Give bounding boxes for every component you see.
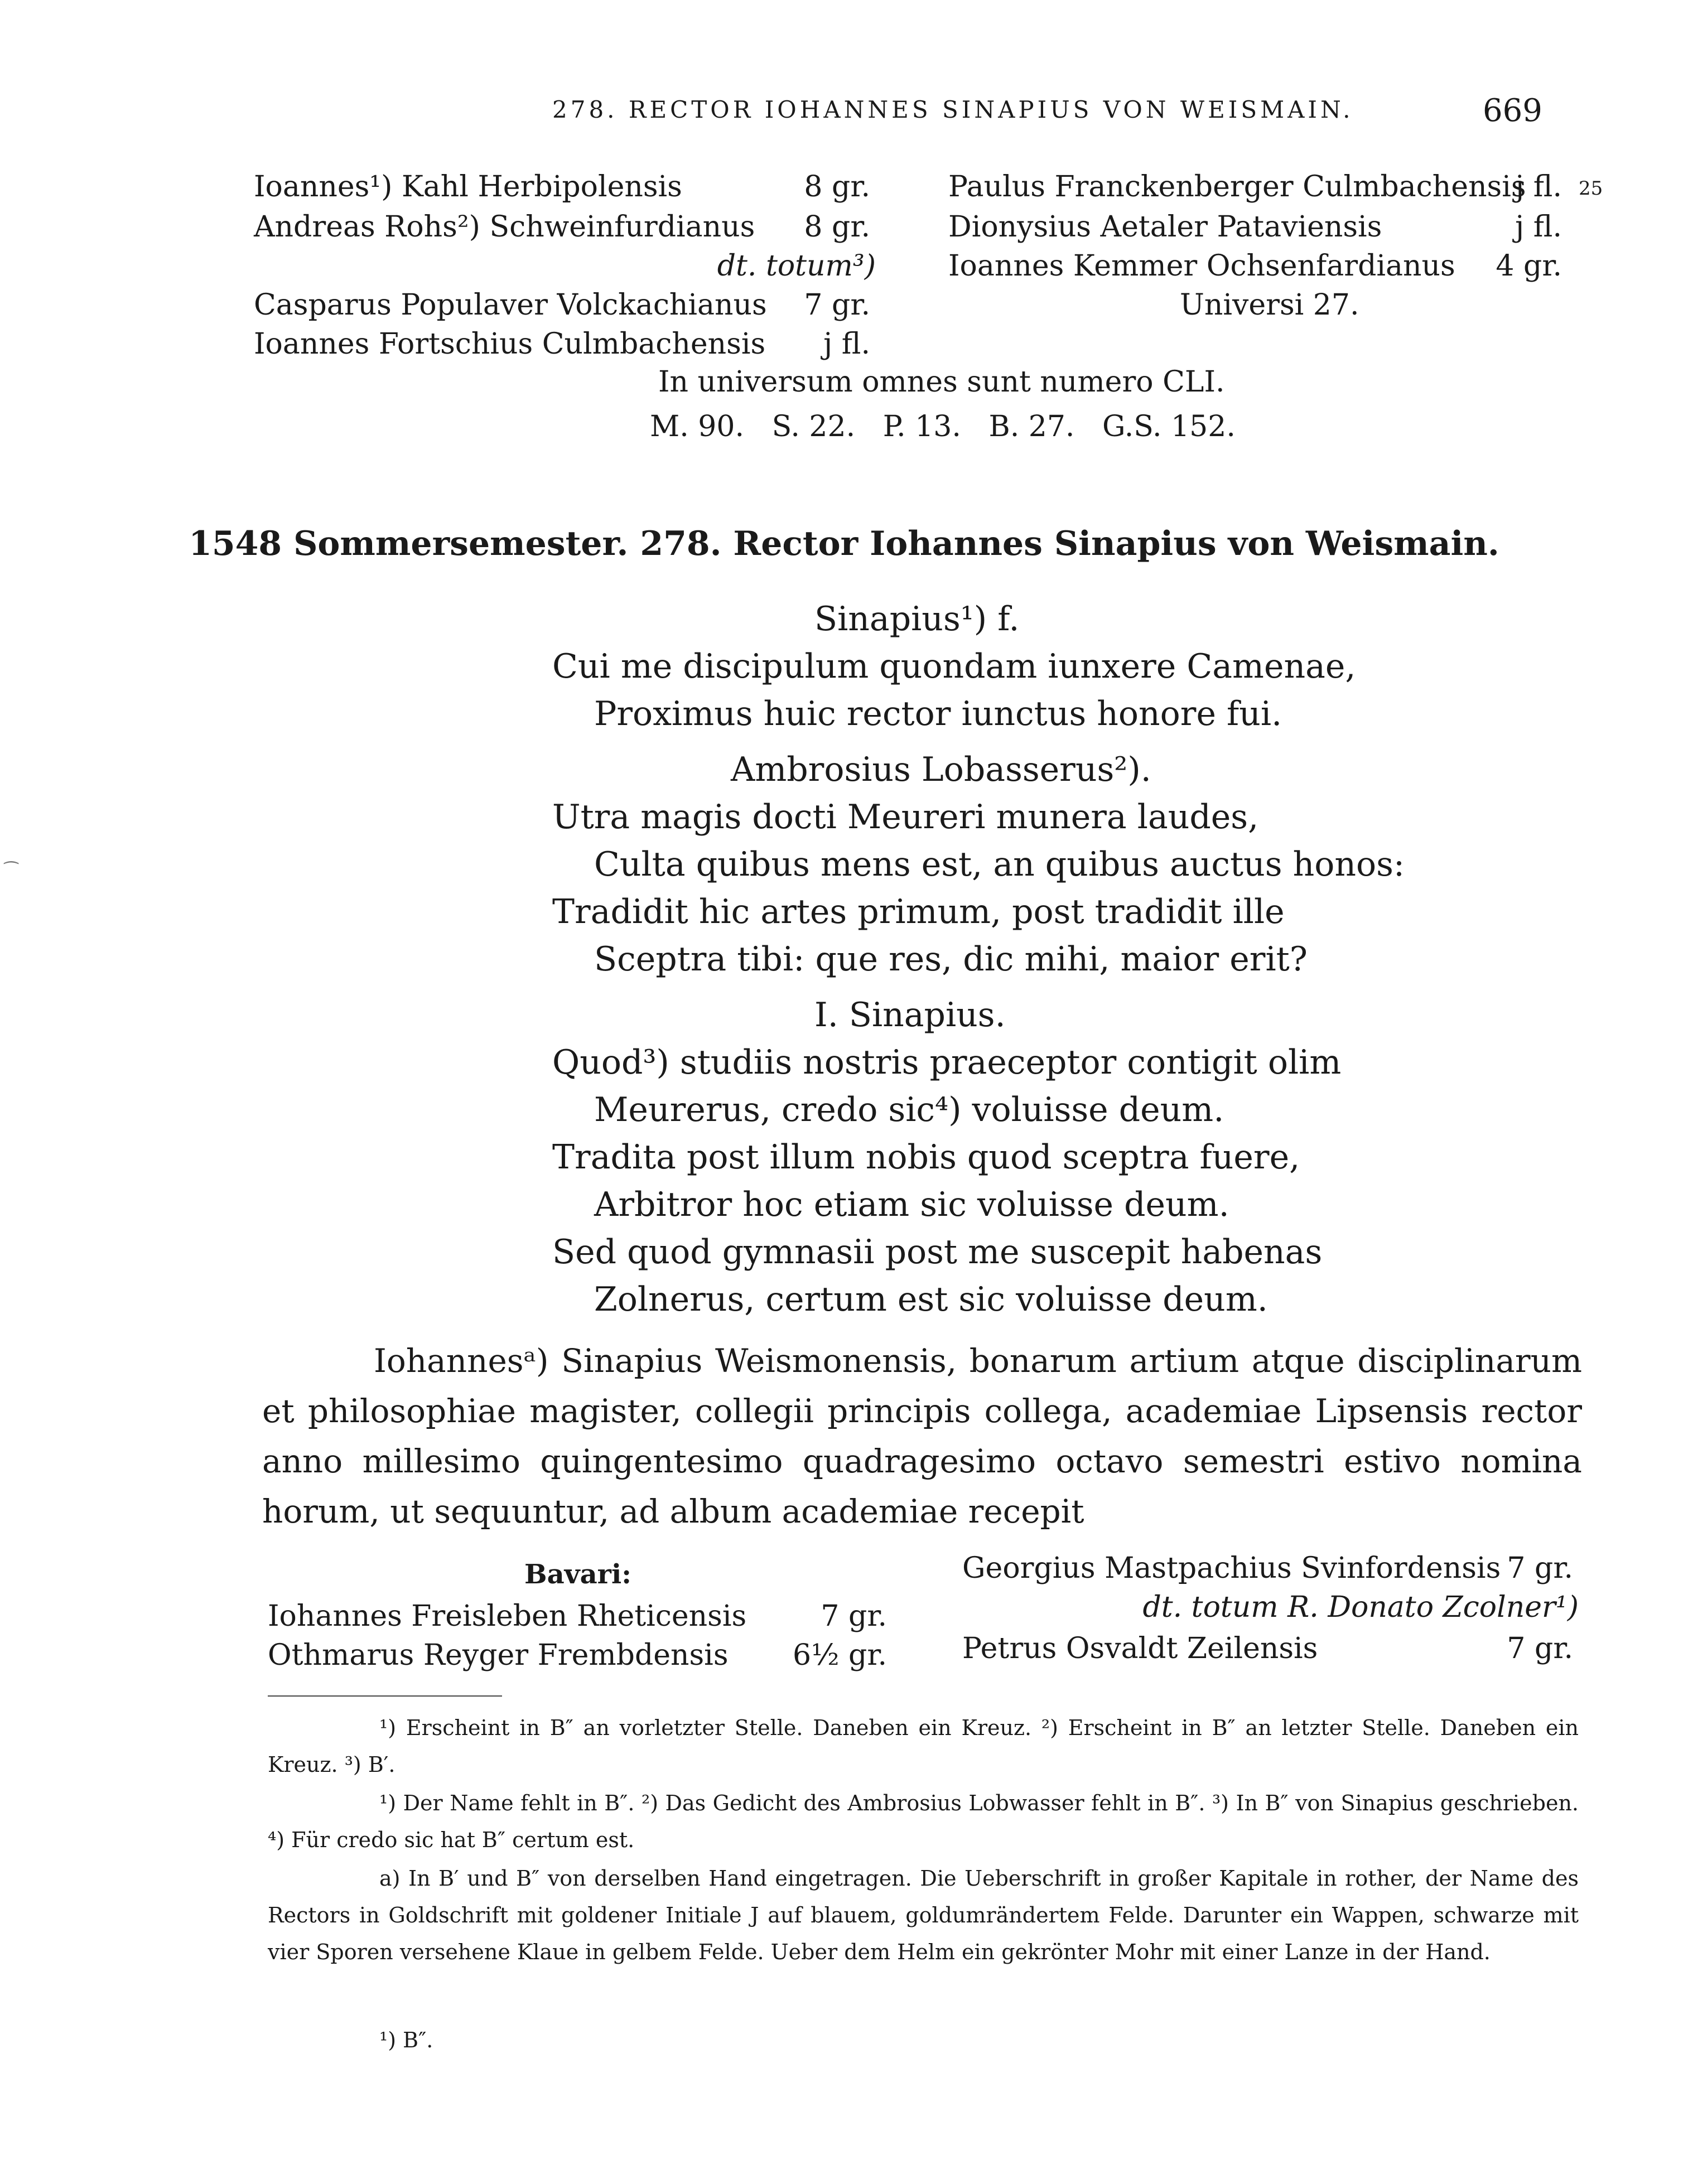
list-item-note: dt. totum³) bbox=[717, 249, 876, 283]
running-header: 278. RECTOR IOHANNES SINAPIUS VON WEISMAIN. bbox=[552, 96, 1354, 123]
list-item-amount: 4 gr. bbox=[1496, 249, 1562, 283]
list-item-amount: 6½ gr. bbox=[793, 1639, 887, 1672]
list-item-name: Ioannes Fortschius Culmbachensis bbox=[254, 327, 766, 361]
list-item-amount: 7 gr. bbox=[821, 1600, 887, 1633]
poem-line: Culta quibus mens est, an quibus auctus honos: bbox=[594, 845, 1405, 884]
list-item-name: Ioannes¹) Kahl Herbipolensis bbox=[254, 170, 682, 204]
list-item-amount: j fl. bbox=[823, 327, 870, 361]
list-item-name: Othmarus Reyger Frembdensis bbox=[268, 1639, 729, 1672]
list-item-name: Dionysius Aetaler Pataviensis bbox=[948, 210, 1382, 244]
poem-heading: Ambrosius Lobasserus²). bbox=[731, 750, 1151, 789]
list-item-amount: j fl. bbox=[1515, 210, 1562, 244]
nation-summary: M. 90. S. 22. P. 13. B. 27. G.S. 152. bbox=[650, 410, 1236, 443]
scan-mark: ⁀ bbox=[4, 862, 18, 881]
poem-line: Tradidit hic artes primum, post tradidit ille bbox=[552, 892, 1285, 931]
page-number: 669 bbox=[1483, 93, 1542, 129]
footnote: ¹) Erscheint in B″ an vorletzter Stelle. Daneben ein Kreuz. ²) Erscheint in B″ an letzter Stelle. Daneben ein Kreuz. ³) B′. bbox=[268, 1716, 1579, 1777]
list-item-name: Paulus Franckenberger Culmbachensis bbox=[948, 170, 1526, 204]
poem-line: Tradita post illum nobis quod sceptra fuere, bbox=[552, 1138, 1300, 1177]
section-title: 1548 Sommersemester. 278. Rector Iohannes Sinapius von Weismain. bbox=[189, 524, 1499, 563]
poem-line: Arbitror hoc etiam sic voluisse deum. bbox=[594, 1185, 1229, 1224]
footnote: ¹) Der Name fehlt in B″. ²) Das Gedicht des Ambrosius Lobwasser fehlt in B″. ³) In B″ von Sinapius geschrieben. ⁴) Für credo sic hat B″ certum est. bbox=[268, 1791, 1579, 1852]
list-item-amount: 8 gr. bbox=[804, 210, 870, 244]
footnote: ¹) B″. bbox=[379, 2028, 433, 2052]
group-heading: Bavari: bbox=[524, 1559, 631, 1590]
poem-heading: Sinapius¹) f. bbox=[814, 600, 1020, 639]
list-item-name: Petrus Osvaldt Zeilensis bbox=[962, 1632, 1318, 1665]
poem-line: Zolnerus, certum est sic voluisse deum. bbox=[594, 1280, 1268, 1319]
list-item-name: Ioannes Kemmer Ochsenfardianus bbox=[948, 249, 1455, 283]
universi-count: Universi 27. bbox=[1180, 288, 1359, 322]
footnote: a) In B′ und B″ von derselben Hand eingetragen. Die Ueberschrift in großer Kapitale in rother, der Name des Rectors in Goldschrift mit goldener Initiale J auf blauem, goldumrändertem Felde. Darunter ein Wappen, schwarze mit vier Sporen versehene Klaue in gelbem Felde. Ueber dem Helm ein gekrönter Mohr mit einer Lanze in der Hand. bbox=[268, 1866, 1579, 1964]
list-item-amount: 7 gr. bbox=[1507, 1552, 1573, 1585]
list-item-note: dt. totum R. Donato Zcolner¹) bbox=[1142, 1591, 1579, 1624]
poem-heading: I. Sinapius. bbox=[814, 996, 1006, 1035]
list-item-name: Iohannes Freisleben Rheticensis bbox=[268, 1600, 747, 1633]
list-item-amount: 8 gr. bbox=[804, 170, 870, 204]
poem-line: Meurerus, credo sic⁴) voluisse deum. bbox=[594, 1090, 1224, 1129]
body-paragraph: Iohannesᵃ) Sinapius Weismonensis, bonarum artium atque disciplinarum et philosophiae magister, collegii principis collega, academiae Lipsensis rector anno millesimo quingentesimo quadragesimo octavo semestri estivo nomina horum, ut sequuntur, ad album academiae recepit bbox=[262, 1342, 1582, 1530]
total-count: In universum omnes sunt numero CLI. bbox=[658, 365, 1225, 399]
list-item-amount: j fl. bbox=[1515, 170, 1562, 204]
footnote-rule bbox=[268, 1695, 502, 1697]
poem-line: Quod³) studiis nostris praeceptor contigit olim bbox=[552, 1043, 1342, 1082]
poem-line: Sceptra tibi: que res, dic mihi, maior erit? bbox=[594, 940, 1308, 979]
list-item-name: Andreas Rohs²) Schweinfurdianus bbox=[254, 210, 755, 244]
poem-line: Cui me discipulum quondam iunxere Camenae, bbox=[552, 647, 1356, 686]
list-item-amount: 7 gr. bbox=[1507, 1632, 1573, 1665]
poem-line: Utra magis docti Meureri munera laudes, bbox=[552, 798, 1259, 837]
list-item-amount: 7 gr. bbox=[804, 288, 870, 322]
margin-line-number: 25 bbox=[1579, 177, 1603, 200]
poem-line: Sed quod gymnasii post me suscepit habenas bbox=[552, 1233, 1323, 1272]
poem-line: Proximus huic rector iunctus honore fui. bbox=[594, 694, 1282, 733]
list-item-name: Georgius Mastpachius Svinfordensis bbox=[962, 1552, 1501, 1585]
list-item-name: Casparus Populaver Volckachianus bbox=[254, 288, 767, 322]
